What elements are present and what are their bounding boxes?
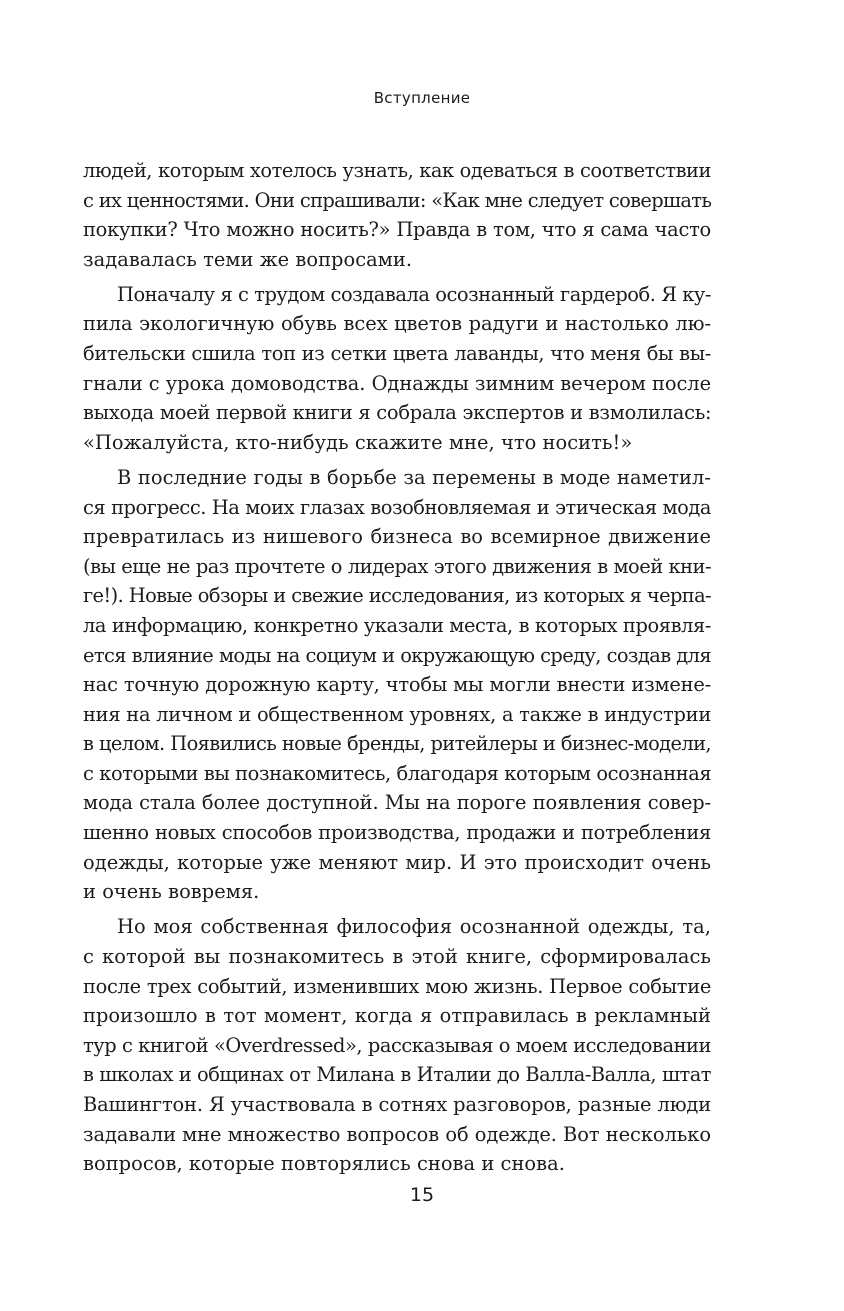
- text-line: с которой вы познакомитесь в этой книге, сформировалась: [83, 944, 711, 968]
- text-line: и очень вовремя.: [83, 880, 260, 904]
- text-line: произошло в тот момент, когда я отправилась в рекламный: [83, 1004, 711, 1028]
- text-line: гнали с урока домоводства. Однажды зимним вечером после: [83, 371, 711, 395]
- text-line: мода стала более доступной. Мы на пороге появления совер-: [83, 791, 711, 815]
- text-line: с которыми вы познакомитесь, благодаря которым осознанная: [83, 761, 712, 785]
- text-line: Вашингтон. Я участвовала в сотнях разговоров, разные люди: [83, 1092, 711, 1116]
- running-head: Вступление: [373, 89, 471, 107]
- text-line: ла информацию, конкретно указали места, в которых проявля-: [83, 613, 711, 637]
- text-line: ге!). Новые обзоры и свежие исследования, из которых я черпа-: [83, 584, 711, 608]
- text-line: Но моя собственная философия осознанной одежды, та,: [117, 915, 711, 939]
- text-line: одежды, которые уже меняют мир. И это происходит очень: [83, 850, 711, 874]
- paragraph: [83, 912, 711, 1178]
- text-line: ния на личном и общественном уровнях, а также в индустрии: [83, 702, 711, 726]
- text-line: выхода моей первой книги я собрала экспертов и взмолилась:: [83, 401, 712, 425]
- text-line: Поначалу я с трудом создавала осознанный гардероб. Я ку-: [117, 282, 711, 306]
- text-line: В последние годы в борьбе за перемены в моде наметил-: [117, 465, 711, 489]
- text-line: с их ценностями. Они спрашивали: «Как мне следует совершать: [83, 188, 712, 212]
- text-line: в целом. Появились новые бренды, ритейлеры и бизнес-модели,: [83, 732, 711, 756]
- text-line: людей, которым хотелось узнать, как одеваться в соответствии: [83, 159, 711, 182]
- text-line: нас точную дорожную карту, чтобы мы могли внести измене-: [83, 673, 711, 697]
- text-line: задавали мне множество вопросов об одежде. Вот несколько: [83, 1122, 711, 1146]
- text-line: ется влияние моды на социум и окружающую среду, создав для: [83, 643, 711, 667]
- text-line: после трех событий, изменивших мою жизнь. Первое событие: [83, 974, 711, 998]
- paragraph: [83, 156, 711, 274]
- text-line: ся прогресс. На моих глазах возобновляемая и этическая мода: [83, 495, 711, 519]
- text-line: бительски сшила топ из сетки цвета лаванды, что меня бы вы-: [83, 342, 711, 366]
- paragraph: [83, 463, 711, 907]
- paragraph: [83, 280, 711, 458]
- text-line: (вы еще не раз прочтете о лидерах этого движения в моей кни-: [83, 554, 711, 578]
- body-text: [83, 156, 711, 1179]
- text-line: тур с книгой «Overdressed», рассказывая о моем исследовании: [83, 1033, 711, 1057]
- text-line: превратилась из нишевого бизнеса во всемирное движение: [83, 525, 711, 549]
- text-line: в школах и общинах от Милана в Италии до Валла-Валла, штат: [83, 1063, 711, 1087]
- text-line: задавалась теми же вопросами.: [83, 247, 413, 271]
- text-line: пила экологичную обувь всех цветов радуги и настолько лю-: [83, 312, 711, 336]
- text-line: «Пожалуйста, кто-нибудь скажите мне, что носить!»: [83, 430, 633, 454]
- text-line: покупки? Что можно носить?» Правда в том, что я сама часто: [83, 218, 711, 242]
- page-number: 15: [409, 1184, 435, 1206]
- text-line: вопросов, которые повторялись снова и снова.: [83, 1152, 565, 1176]
- text-line: шенно новых способов производства, продажи и потребления: [83, 821, 711, 845]
